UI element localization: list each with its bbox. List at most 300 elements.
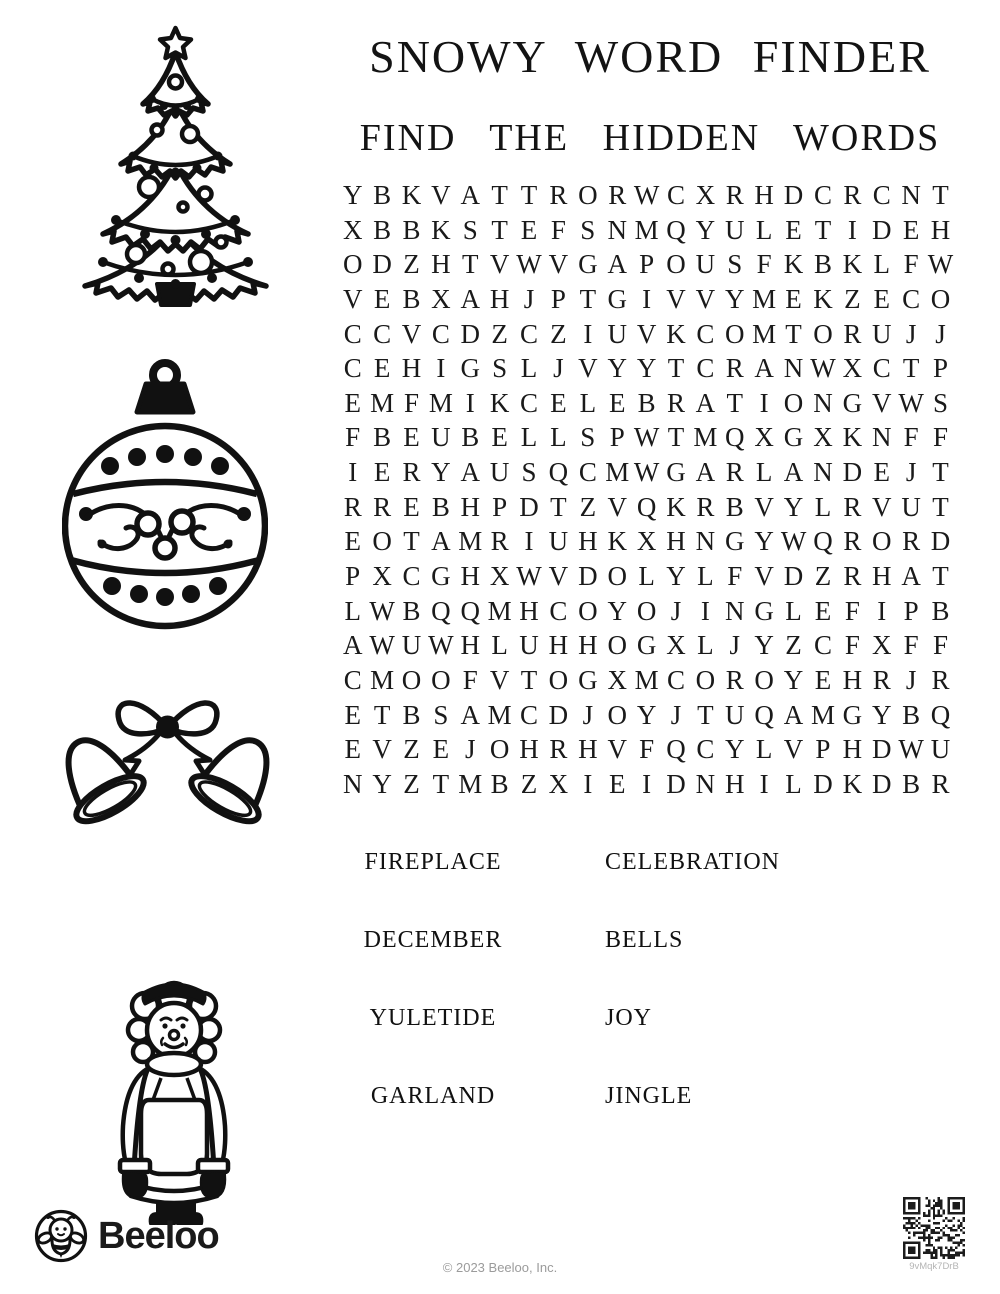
grid-letter: Z — [550, 318, 567, 349]
grid-letter: Q — [460, 595, 480, 626]
grid-letter: C — [343, 318, 362, 349]
grid-letter: N — [342, 768, 363, 799]
grid-letter: M — [693, 422, 718, 453]
grid-letter: C — [343, 664, 362, 695]
grid-letter: A — [695, 457, 716, 488]
grid-letter: Q — [431, 595, 451, 626]
grid-letter: F — [903, 630, 919, 661]
grid-letter: X — [607, 664, 627, 695]
grid-letter: T — [667, 353, 685, 384]
word-list-row — [338, 845, 960, 923]
grid-letter: Y — [725, 734, 745, 765]
grid-letter: N — [695, 526, 716, 557]
grid-letter: M — [810, 699, 835, 730]
grid-letter: L — [520, 353, 538, 384]
grid-letter: J — [905, 457, 917, 488]
grid-letter: N — [695, 768, 716, 799]
christmas-tree-icon — [53, 22, 298, 307]
grid-letter: G — [842, 699, 863, 730]
grid-letter: I — [583, 768, 593, 799]
grid-letter: E — [520, 214, 538, 245]
grid-letter: G — [607, 283, 627, 314]
grid-letter: V — [489, 249, 510, 280]
word-item: JINGLE — [605, 1083, 693, 1109]
grid-letter: T — [932, 561, 949, 592]
ornament-icon — [62, 356, 268, 644]
grid-letter: E — [785, 283, 802, 314]
grid-letter: F — [903, 249, 919, 280]
grid-letter: I — [436, 353, 446, 384]
grid-letter: Z — [579, 491, 597, 522]
grid-letter: V — [489, 664, 510, 695]
grid-letter: N — [725, 595, 745, 626]
grid-letter: O — [695, 664, 716, 695]
christmas-tree-illustration — [53, 22, 298, 307]
grid-letter: R — [725, 353, 744, 384]
grid-letter: D — [548, 699, 569, 730]
grid-letter: F — [462, 664, 478, 695]
grid-letter: W — [633, 457, 660, 488]
grid-letter: H — [930, 214, 951, 245]
grid-letter: Q — [548, 457, 569, 488]
grid-letter: H — [578, 526, 598, 557]
grid-letter: P — [550, 283, 566, 314]
grid-letter: A — [607, 249, 627, 280]
grid-letter: Q — [813, 526, 833, 557]
grid-letter: W — [633, 180, 660, 210]
grid-letter: M — [752, 318, 777, 349]
grid-letter: O — [666, 249, 686, 280]
grid-letter: V — [372, 734, 392, 765]
grid-letter: A — [460, 457, 480, 488]
bells-icon — [35, 672, 300, 868]
grid-letter: E — [550, 387, 567, 418]
word-list — [338, 845, 960, 1157]
grid-row — [338, 732, 955, 767]
grid-letter: G — [783, 422, 804, 453]
grid-letter: S — [521, 457, 537, 488]
word-item: DECEMBER — [363, 927, 503, 953]
grid-letter: I — [642, 283, 652, 314]
grid-letter: F — [903, 422, 919, 453]
grid-letter: U — [695, 249, 716, 280]
grid-letter: R — [843, 526, 862, 557]
grid-letter: D — [460, 318, 480, 349]
grid-letter: N — [813, 457, 833, 488]
grid-letter: V — [871, 491, 892, 522]
grid-letter: N — [607, 214, 627, 245]
grid-letter: G — [754, 595, 774, 626]
grid-letter: L — [491, 630, 508, 661]
grid-letter: C — [431, 318, 450, 349]
grid-letter: L — [550, 422, 567, 453]
grid-letter: B — [902, 699, 921, 730]
grid-letter: U — [489, 457, 510, 488]
grid-letter: I — [465, 387, 475, 418]
grid-letter: O — [754, 664, 774, 695]
grid-letter: U — [548, 526, 569, 557]
grid-letter: T — [932, 491, 949, 522]
grid-row — [338, 351, 955, 386]
grid-letter: F — [932, 422, 949, 453]
grid-letter: X — [431, 283, 451, 314]
grid-letter: D — [813, 768, 833, 799]
grid-letter: H — [725, 768, 745, 799]
grid-letter: E — [403, 422, 420, 453]
grid-letter: O — [725, 318, 745, 349]
grid-letter: T — [432, 768, 450, 799]
grid-letter: M — [487, 699, 512, 730]
grid-letter: Y — [607, 353, 627, 384]
qr-code-label: 9vMqk7DrB — [909, 1261, 959, 1272]
grid-letter: A — [695, 387, 716, 418]
grid-letter: I — [700, 595, 710, 626]
grid-letter: E — [785, 214, 802, 245]
grid-letter: Z — [403, 734, 420, 765]
grid-letter: D — [930, 526, 951, 557]
grid-letter: B — [902, 768, 921, 799]
grid-letter: E — [432, 734, 450, 765]
grid-letter: J — [582, 699, 594, 730]
grid-letter: H — [754, 180, 774, 210]
grid-letter: B — [725, 491, 744, 522]
bells-illustration — [35, 672, 300, 868]
grid-letter: W — [369, 630, 395, 661]
grid-letter: U — [431, 422, 451, 453]
grid-row — [338, 663, 955, 698]
grid-letter: U — [930, 734, 951, 765]
grid-letter: O — [578, 595, 598, 626]
mrs-claus-icon — [93, 968, 255, 1236]
grid-letter: B — [813, 249, 832, 280]
grid-letter: Y — [636, 353, 657, 384]
grid-letter: X — [695, 180, 716, 210]
grid-letter: J — [465, 734, 476, 765]
grid-letter: T — [403, 526, 420, 557]
grid-letter: K — [783, 249, 804, 280]
grid-row — [338, 455, 955, 490]
grid-letter: Q — [666, 214, 686, 245]
grid-letter: V — [666, 283, 686, 314]
grid-letter: A — [431, 526, 451, 557]
grid-letter: C — [520, 318, 539, 349]
grid-letter: H — [666, 526, 686, 557]
grid-letter: E — [344, 387, 361, 418]
grid-letter: N — [783, 353, 804, 384]
grid-letter: R — [931, 664, 950, 695]
grid-letter: J — [553, 353, 564, 384]
grid-letter: U — [725, 699, 745, 730]
grid-letter: L — [638, 561, 655, 592]
grid-letter: N — [813, 387, 833, 418]
grid-letter: U — [607, 318, 627, 349]
grid-letter: J — [670, 595, 682, 626]
grid-letter: Q — [725, 422, 745, 453]
grid-letter: E — [902, 214, 920, 245]
grid-letter: Q — [930, 699, 951, 730]
grid-letter: K — [431, 214, 451, 245]
bee-icon — [33, 1208, 89, 1264]
grid-letter: A — [754, 353, 774, 384]
grid-letter: O — [607, 699, 627, 730]
grid-letter: M — [370, 387, 395, 418]
grid-letter: O — [548, 664, 569, 695]
grid-row — [338, 386, 955, 421]
grid-letter: B — [402, 283, 421, 314]
grid-letter: I — [759, 768, 769, 799]
grid-letter: M — [428, 387, 453, 418]
grid-letter: K — [842, 249, 863, 280]
grid-letter: S — [580, 422, 596, 453]
grid-letter: D — [578, 561, 598, 592]
grid-letter: X — [871, 630, 892, 661]
word-item: GARLAND — [370, 1083, 496, 1109]
grid-letter: F — [844, 595, 860, 626]
grid-letter: Y — [783, 491, 804, 522]
grid-letter: B — [461, 422, 480, 453]
grid-letter: O — [401, 664, 422, 695]
grid-letter: O — [431, 664, 451, 695]
grid-letter: T — [462, 249, 479, 280]
grid-letter: R — [373, 491, 392, 522]
grid-letter: E — [814, 595, 832, 626]
grid-letter: R — [666, 387, 685, 418]
grid-letter: B — [402, 699, 421, 730]
grid-letter: W — [898, 734, 924, 765]
grid-letter: P — [903, 595, 919, 626]
grid-letter: V — [548, 561, 569, 592]
grid-letter: O — [871, 526, 892, 557]
grid-letter: C — [696, 734, 715, 765]
grid-row — [338, 559, 955, 594]
grid-letter: H — [578, 630, 598, 661]
grid-letter: T — [726, 387, 744, 418]
grid-letter: L — [520, 422, 538, 453]
grid-row — [338, 317, 955, 352]
grid-letter: G — [842, 387, 863, 418]
brand-name: Beeloo — [98, 1215, 219, 1257]
grid-letter: O — [783, 387, 804, 418]
grid-letter: Y — [636, 699, 657, 730]
grid-letter: G — [725, 526, 745, 557]
grid-letter: V — [342, 283, 363, 314]
grid-letter: J — [905, 664, 917, 695]
grid-letter: I — [759, 387, 769, 418]
grid-letter: T — [697, 699, 714, 730]
grid-letter: T — [667, 422, 685, 453]
grid-letter: Y — [342, 180, 363, 210]
grid-letter: K — [666, 318, 686, 349]
grid-letter: J — [670, 699, 682, 730]
grid-letter: T — [814, 214, 832, 245]
grid-letter: V — [636, 318, 657, 349]
grid-letter: L — [697, 630, 714, 661]
grid-letter: E — [608, 387, 626, 418]
grid-letter: P — [345, 561, 361, 592]
grid-letter: W — [810, 353, 836, 384]
grid-row — [338, 524, 955, 559]
grid-letter: Z — [844, 283, 861, 314]
grid-letter: L — [755, 734, 773, 765]
grid-letter: H — [519, 734, 539, 765]
grid-letter: S — [932, 387, 949, 418]
grid-letter: Q — [666, 734, 686, 765]
grid-letter: K — [489, 387, 510, 418]
grid-letter: S — [492, 353, 508, 384]
grid-letter: Z — [814, 561, 832, 592]
grid-letter: E — [344, 526, 361, 557]
grid-letter: K — [842, 768, 863, 799]
grid-letter: G — [431, 561, 451, 592]
grid-letter: D — [842, 457, 863, 488]
grid-letter: V — [695, 283, 716, 314]
grid-letter: V — [607, 491, 627, 522]
grid-letter: M — [634, 214, 659, 245]
grid-letter: F — [756, 249, 772, 280]
grid-letter: U — [401, 630, 422, 661]
grid-letter: R — [872, 664, 891, 695]
grid-letter: J — [905, 318, 917, 349]
grid-letter: E — [344, 699, 361, 730]
grid-letter: D — [519, 491, 539, 522]
grid-letter: R — [725, 180, 744, 210]
grid-letter: T — [491, 180, 508, 210]
grid-letter: M — [634, 664, 659, 695]
grid-letter: A — [460, 699, 480, 730]
grid-row — [338, 213, 955, 248]
grid-letter: A — [783, 699, 804, 730]
grid-letter: K — [666, 491, 686, 522]
grid-letter: E — [608, 768, 626, 799]
grid-letter: S — [727, 249, 743, 280]
grid-letter: A — [460, 283, 480, 314]
grid-letter: R — [696, 491, 715, 522]
grid-letter: B — [637, 387, 656, 418]
grid-letter: M — [487, 595, 512, 626]
grid-letter: T — [550, 491, 567, 522]
grid-letter: U — [519, 630, 539, 661]
grid-letter: C — [578, 457, 597, 488]
grid-letter: R — [608, 180, 627, 210]
grid-letter: V — [431, 180, 451, 210]
grid-row — [338, 178, 955, 213]
grid-letter: F — [403, 387, 419, 418]
grid-letter: W — [633, 422, 660, 453]
grid-letter: F — [932, 630, 949, 661]
grid-letter: C — [520, 699, 539, 730]
copyright-text: © 2023 Beeloo, Inc. — [442, 1260, 558, 1275]
grid-letter: O — [930, 283, 951, 314]
grid-letter: C — [902, 283, 921, 314]
grid-letter: E — [873, 283, 890, 314]
grid-letter: L — [755, 214, 773, 245]
grid-letter: K — [813, 283, 833, 314]
grid-letter: C — [872, 353, 891, 384]
grid-row — [338, 282, 955, 317]
grid-letter: C — [813, 630, 832, 661]
grid-letter: B — [402, 214, 421, 245]
grid-letter: I — [524, 526, 534, 557]
grid-letter: M — [605, 457, 630, 488]
grid-letter: A — [901, 561, 921, 592]
grid-letter: O — [636, 595, 657, 626]
grid-letter: E — [344, 734, 361, 765]
grid-letter: W — [369, 595, 395, 626]
grid-letter: S — [580, 214, 596, 245]
grid-letter: R — [549, 734, 568, 765]
grid-letter: A — [460, 180, 480, 210]
word-item: BELLS — [605, 927, 684, 953]
grid-letter: D — [871, 734, 892, 765]
grid-letter: H — [842, 734, 863, 765]
grid-letter: X — [548, 768, 569, 799]
grid-letter: D — [783, 180, 804, 210]
grid-letter: Y — [871, 699, 892, 730]
grid-letter: K — [401, 180, 422, 210]
brand-logo — [33, 1208, 219, 1264]
grid-letter: C — [549, 595, 568, 626]
grid-letter: V — [783, 734, 804, 765]
grid-letter: N — [871, 422, 892, 453]
grid-letter: X — [489, 561, 510, 592]
grid-letter: J — [935, 318, 946, 349]
grid-letter: L — [344, 595, 361, 626]
qr-code-icon — [903, 1197, 965, 1259]
grid-letter: Y — [695, 214, 716, 245]
grid-letter: O — [578, 180, 598, 210]
grid-row — [338, 628, 955, 663]
grid-letter: I — [348, 457, 358, 488]
grid-letter: T — [932, 457, 949, 488]
grid-letter: X — [813, 422, 833, 453]
grid-letter: Y — [754, 630, 774, 661]
grid-letter: L — [873, 249, 890, 280]
ornament-illustration — [62, 356, 268, 644]
grid-letter: B — [431, 491, 450, 522]
grid-letter: B — [373, 422, 392, 453]
grid-letter: E — [373, 353, 391, 384]
grid-letter: D — [871, 214, 892, 245]
grid-letter: D — [666, 768, 686, 799]
grid-letter: C — [666, 180, 685, 210]
grid-letter: W — [516, 249, 542, 280]
word-list-row — [338, 923, 960, 1001]
grid-letter: H — [460, 561, 480, 592]
grid-letter: V — [578, 353, 598, 384]
page-title: SNOWY WORD FINDER — [369, 31, 931, 82]
grid-letter: R — [490, 526, 509, 557]
grid-letter: B — [402, 595, 421, 626]
grid-letter: A — [783, 457, 804, 488]
grid-letter: C — [373, 318, 392, 349]
grid-letter: K — [842, 422, 863, 453]
grid-letter: G — [578, 249, 598, 280]
grid-letter: H — [842, 664, 863, 695]
word-list-row — [338, 1079, 960, 1157]
grid-letter: O — [813, 318, 833, 349]
grid-letter: O — [607, 561, 627, 592]
grid-letter: H — [431, 249, 451, 280]
grid-letter: Y — [666, 561, 686, 592]
grid-letter: Z — [403, 249, 420, 280]
grid-letter: W — [428, 630, 454, 661]
grid-letter: C — [666, 664, 685, 695]
grid-letter: L — [785, 768, 802, 799]
grid-letter: R — [931, 768, 950, 799]
grid-row — [338, 698, 955, 733]
grid-letter: D — [871, 768, 892, 799]
grid-letter: C — [343, 353, 362, 384]
